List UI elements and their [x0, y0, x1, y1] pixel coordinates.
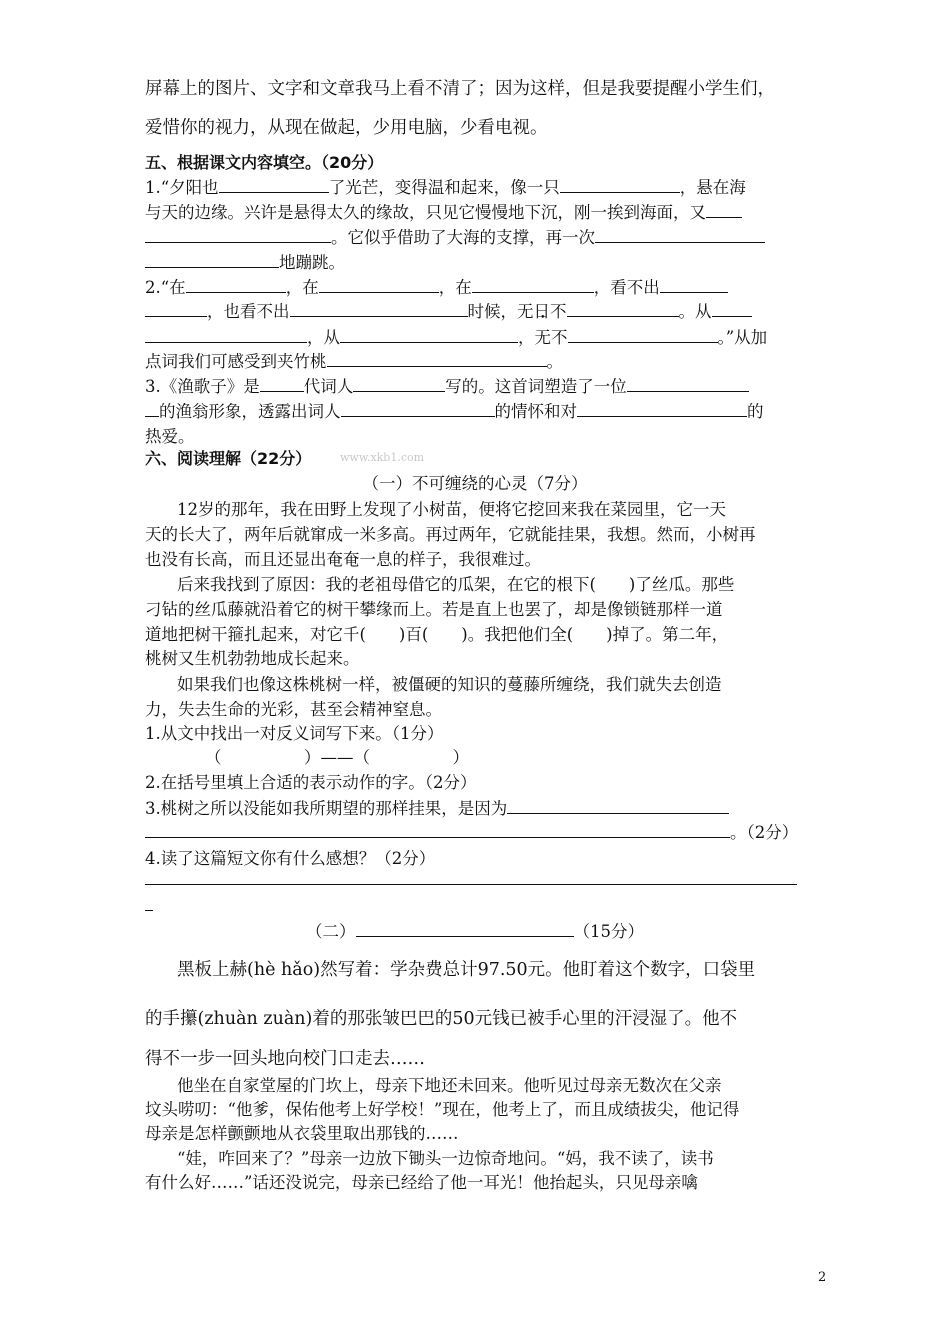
blank[interactable] — [219, 178, 329, 193]
blank[interactable] — [706, 203, 742, 218]
section5-heading: 五、根据课文内容填空。（20分） — [145, 153, 384, 172]
part2-p1-line: 黑板上赫(hè hǎo)然写着：学杂费总计97.50元。他盯着这个数字，口袋里 — [177, 960, 756, 980]
s5-q2-line4: 点词我们可感受到夹竹桃 。 — [145, 352, 563, 371]
blank[interactable] — [145, 228, 331, 243]
page-number: 2 — [818, 1270, 827, 1285]
blank[interactable] — [186, 278, 286, 293]
answer-line-stub — [145, 910, 153, 911]
blank[interactable] — [712, 302, 752, 317]
part2-p2-line: 母亲是怎样颤颤地从衣袋里取出那钱的…… — [145, 1124, 459, 1143]
blank[interactable] — [341, 402, 495, 417]
s5-q1-line1: 1.“夕阳也 了光芒，变得温和起来，像一只 ，悬在海 — [145, 178, 746, 197]
blank[interactable] — [145, 328, 307, 343]
blank[interactable] — [319, 278, 439, 293]
s5-q3-line3: 热爱。 — [145, 427, 195, 446]
intro-line-1: 屏幕上的图片、文字和文章我马上看不清了；因为这样，但是我要提醒小学生们， — [145, 79, 775, 99]
s5-q3-line2: 的渔翁形象，透露出词人 的情怀和对 的 — [145, 398, 764, 422]
blank[interactable] — [260, 377, 304, 392]
p2-line: 后来我找到了原因：我的老祖母借它的瓜架，在它的根下( )了丝瓜。那些 — [177, 575, 735, 594]
blank[interactable] — [627, 377, 749, 392]
intro-line-2: 爱惜你的视力，从现在做起，少用电脑，少看电视。 — [145, 118, 548, 138]
p1-line: 也没有长高，而且还显出奄奄一息的样子，我很难过。 — [145, 550, 541, 569]
p3-line: 如果我们也像这株桃树一样，被僵硬的知识的蔓藤所缠绕，我们就失去创造 — [177, 675, 722, 694]
blank[interactable] — [145, 253, 279, 268]
part2-title: （二） （15分） — [306, 922, 644, 941]
part2-p3-line: “娃，咋回来了？”母亲一边放下锄头一边惊奇地问。“妈，我不读了，读书 — [177, 1149, 714, 1168]
blank[interactable] — [327, 352, 547, 367]
blank[interactable] — [145, 302, 207, 317]
blank[interactable] — [472, 278, 594, 293]
part1-question-3-cont: 。（2分） — [145, 819, 798, 843]
part1-title: （一）不可缠绕的心灵（7分） — [362, 474, 588, 493]
antonym-answer-blank[interactable]: （ ）——（ ） — [205, 748, 469, 767]
part2-p1-line: 的手攥(zhuàn zuàn)着的那张皱巴巴的50元钱已被手心里的汗浸湿了。他不 — [145, 1009, 738, 1029]
s5-q1-line4: 地蹦跳。 — [145, 249, 345, 273]
answer-blank[interactable] — [507, 799, 729, 814]
part1-question-4: 4.读了这篇短文你有什么感想？（2分） — [145, 849, 436, 868]
blank[interactable] — [340, 328, 518, 343]
watermark: www.xkb1.com — [340, 451, 425, 464]
p2-line: 刁钻的丝瓜藤就沿着它的树干攀缘而上。若是直上也罢了，却是像锁链那样一道 — [145, 600, 723, 619]
p3-line: 力，失去生命的光彩，甚至会精神窒息。 — [145, 700, 442, 719]
s5-q2-line3: ，从• ，无不 。”从加 — [145, 324, 767, 348]
p2-line: 道地把树干箍扎起来，对它千( )百( )。我把他们全( )掉了。第二年， — [145, 625, 729, 644]
blank[interactable] — [353, 377, 445, 392]
s5-q1-line2: 与天的边缘。兴许是悬得太久的缘故，只见它慢慢地下沉，刚一挨到海面，又 — [145, 199, 742, 223]
p2-line: 桃树又生机勃勃地成长起来。 — [145, 649, 360, 668]
s5-q3-line1: 3.《渔歌子》是 代词人 写的。这首词塑造了一位 — [145, 373, 749, 397]
title-blank[interactable] — [356, 922, 574, 937]
blank[interactable] — [290, 302, 468, 317]
part2-p1-line: 得不一步一回头地向校门口走去…… — [145, 1049, 425, 1069]
part2-p2-line: 他坐在自家堂屋的门坎上，母亲下地还未回来。他听见过母亲无数次在父亲 — [177, 1076, 722, 1095]
blank[interactable] — [567, 302, 679, 317]
p1-line: 天的长大了，两年后就窜成一米多高。再过两年，它就能挂果，我想。然而，小树再 — [145, 525, 756, 544]
part1-question-2: 2.在括号里填上合适的表示动作的字。（2分） — [145, 773, 477, 792]
blank[interactable] — [145, 402, 159, 417]
s5-q1-line3: 。它似乎借助了大海的支撑，再一次 — [145, 224, 765, 248]
part1-question-1: 1.从文中找出一对反义词写下来。（1分） — [145, 724, 444, 743]
part2-p2-line: 坟头唠叨：“他爹，保佑他考上好学校！”现在，他考上了，而且成绩拔尖，他记得 — [145, 1100, 740, 1119]
p1-line: 12岁的那年，我在田野上发现了小树苗，便将它挖回来我在菜园里，它一天 — [177, 500, 726, 519]
section6-heading: 六、阅读理解（22分） — [145, 449, 312, 468]
blank[interactable] — [595, 228, 765, 243]
answer-line[interactable] — [145, 884, 797, 885]
blank[interactable] — [577, 402, 747, 417]
answer-blank[interactable] — [145, 823, 730, 838]
blank[interactable] — [660, 278, 728, 293]
part1-question-3: 3.桃树之所以没能如我所期望的那样挂果，是因为 — [145, 795, 729, 819]
blank[interactable] — [560, 178, 680, 193]
s5-q2-line2: ，也看不出 时候，无日不 。从 — [145, 298, 752, 322]
blank[interactable] — [568, 328, 718, 343]
emphasis-dot-text: • ，无不 — [518, 324, 568, 348]
part2-p3-line: 有什么好……”话还没说完，母亲已经给了他一耳光！他抬起头，只见母亲噙 — [145, 1173, 698, 1192]
s5-q2-line1: 2.“在 ，在 ，在 ，看不出 — [145, 274, 728, 298]
